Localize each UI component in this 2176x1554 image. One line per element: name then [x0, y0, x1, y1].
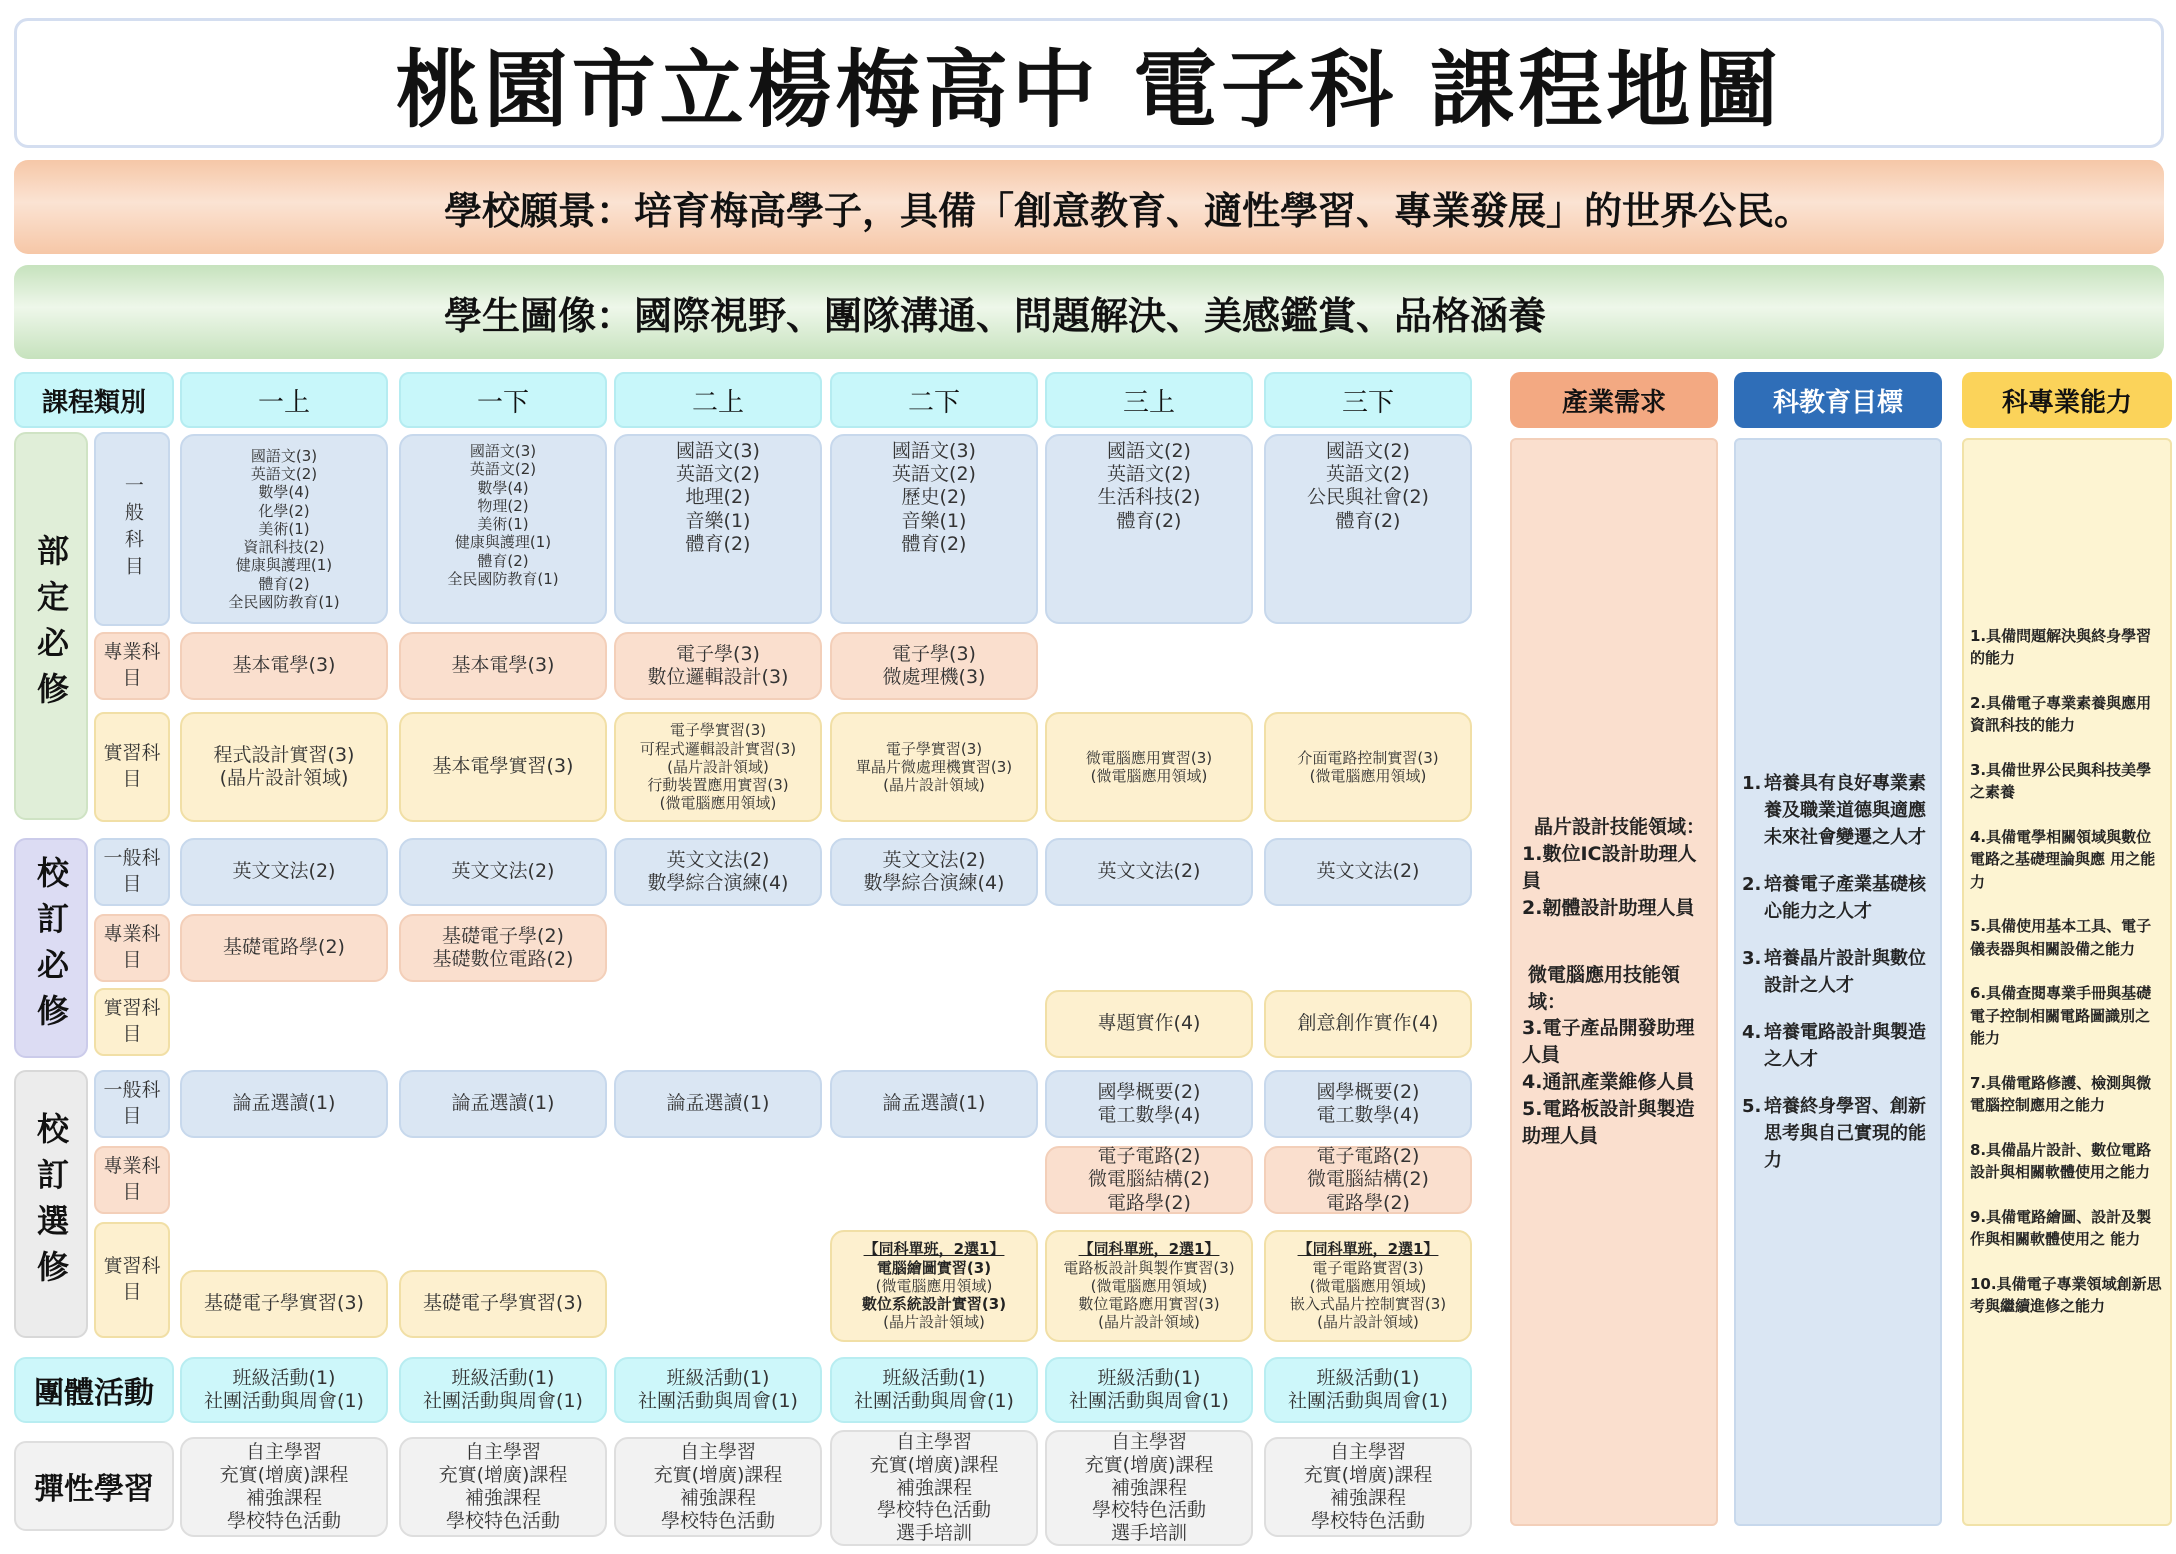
choice-header: 【同科單班，2選1】	[1297, 1240, 1439, 1259]
course-line: 自主學習	[895, 1431, 972, 1454]
page-title: 桃園市立楊梅高中 電子科 課程地圖	[14, 18, 2164, 148]
course-line: 社團活動與周會(1)	[1069, 1390, 1229, 1412]
course-line: 電腦繪圖實習(3)	[876, 1258, 992, 1277]
school-required-practical-cell	[1264, 990, 1472, 1058]
industry-item: 5.電路板設計與製造助理人員	[1522, 1098, 1695, 1148]
industry-item: 4.通訊產業維修人員	[1522, 1071, 1695, 1094]
education-goals-panel	[1734, 438, 1942, 1526]
course-line: 電路學(2)	[1326, 1191, 1410, 1214]
sub-required-general-label: 一般科目	[121, 475, 144, 583]
school-required-general-cell	[614, 838, 822, 906]
course-line: 單晶片微處理機實習(3)	[855, 757, 1013, 776]
required-practical-cell	[614, 712, 822, 822]
course-line: 電子電路(2)	[1097, 1145, 1201, 1168]
required-professional-cell	[399, 632, 607, 700]
course-line: 社團活動與周會(1)	[423, 1390, 583, 1412]
school-required-general-cell	[399, 838, 607, 906]
course-line: 論孟選讀(1)	[666, 1092, 770, 1115]
course-line: 英文文法(2)	[1316, 860, 1420, 883]
course-line: 行動裝置應用實習(3)	[647, 776, 789, 795]
school-required-general-cell	[830, 838, 1038, 906]
required-general-cell	[830, 434, 1038, 624]
header-semester-1a: 一上	[180, 372, 388, 428]
required-professional-cell	[614, 632, 822, 700]
course-line: 學校特色活動	[1091, 1499, 1206, 1522]
course-line: 電子學實習(3)	[669, 721, 767, 740]
goal-item	[1742, 871, 1930, 925]
goal-item	[1742, 945, 1930, 999]
course-line: 體育(2)	[258, 574, 310, 593]
course-line: 選手培訓	[895, 1522, 972, 1545]
course-line: 數學綜合演練(4)	[647, 872, 789, 894]
course-line: 美術(1)	[477, 515, 529, 534]
course-line: 專題實作(4)	[1097, 1012, 1201, 1035]
course-line: 電路板設計與製作實習(3)	[1063, 1258, 1235, 1277]
course-line: 微電腦應用實習(3)	[1085, 748, 1213, 767]
course-line: 英文文法(2)	[232, 860, 336, 883]
required-general-cell	[1264, 434, 1472, 624]
school-elective-professional-cell	[1045, 1146, 1253, 1214]
required-practical-cell	[830, 712, 1038, 822]
course-line: 地理(2)	[685, 486, 751, 509]
course-line: 數位系統設計實習(3)	[861, 1295, 1007, 1314]
course-line: 補強課程	[1329, 1487, 1406, 1509]
course-line: 健康與護理(1)	[235, 556, 333, 575]
school-elective-general-cell	[614, 1070, 822, 1138]
school-elective-general-cell	[1264, 1070, 1472, 1138]
course-line: 自主學習	[679, 1440, 756, 1463]
goal-text: 培養晶片設計與數位設計之人才	[1764, 948, 1926, 996]
school-elective-practical-cell	[399, 1270, 607, 1338]
required-professional-cell	[180, 632, 388, 700]
goal-text: 培養具有良好專業素養及職業道德與適應未來社會變遷之人才	[1764, 773, 1926, 848]
required-practical-cell	[1264, 712, 1472, 822]
course-line: 基本電學(3)	[451, 654, 555, 677]
course-line: 學校特色活動	[226, 1510, 341, 1533]
course-line: (晶片設計領域)	[667, 757, 769, 776]
goal-text: 培養電路設計與製造之人才	[1764, 1022, 1926, 1070]
group-activity-cell	[1045, 1357, 1253, 1423]
flexible-learning-cell	[614, 1437, 822, 1537]
course-line: (晶片設計領域)	[883, 1313, 985, 1332]
course-line: 英文文法(2)	[882, 848, 986, 871]
course-line: 基本電學實習(3)	[432, 755, 574, 778]
course-line: 補強課程	[895, 1476, 972, 1499]
sub-school-required-practical: 實習科目	[94, 988, 170, 1056]
header-professional-capabilities: 科專業能力	[1962, 372, 2172, 428]
school-elective-practical-cell	[180, 1270, 388, 1338]
school-vision-banner: 學校願景：培育梅高學子，具備「創意教育、適性學習、專業發展」的世界公民。	[14, 160, 2164, 254]
group-school-required	[14, 838, 88, 1058]
group-required-label: 部定必修	[32, 534, 70, 718]
course-line: 英文文法(2)	[666, 848, 770, 871]
course-line: 數學綜合演練(4)	[863, 872, 1005, 894]
required-practical-cell	[399, 712, 607, 822]
course-line: 基礎電子學實習(3)	[423, 1292, 583, 1315]
course-line: 歷史(2)	[901, 486, 967, 509]
industry-item: 3.電子產品開發助理人員	[1522, 1017, 1695, 1067]
school-elective-general-cell	[830, 1070, 1038, 1138]
course-line: 國語文(2)	[1107, 440, 1191, 462]
course-line: 英語文(2)	[676, 463, 760, 486]
group-required	[14, 432, 88, 820]
goal-number: 4.	[1742, 1022, 1762, 1043]
course-line: (微電腦應用領域)	[1090, 767, 1208, 785]
sub-school-required-professional: 專業科目	[94, 914, 170, 982]
required-general-cell	[1045, 434, 1253, 624]
course-line: 學校特色活動	[660, 1510, 775, 1533]
goal-number: 5.	[1742, 1096, 1762, 1117]
course-line: 社團活動與周會(1)	[638, 1390, 798, 1412]
required-practical-cell	[180, 712, 388, 822]
course-line: 英語文(2)	[1107, 463, 1191, 486]
course-line: 補強課程	[464, 1487, 541, 1509]
course-line: 充實(增廣)課程	[1303, 1463, 1433, 1486]
course-line: 補強課程	[679, 1487, 756, 1509]
capability-item: 1.具備問題解決與終身學習的能力	[1970, 626, 2152, 667]
flexible-learning-cell	[1045, 1430, 1253, 1546]
required-general-cell	[180, 434, 388, 624]
school-elective-practical-choice-cell	[1045, 1230, 1253, 1342]
course-line: 創意創作實作(4)	[1297, 1012, 1439, 1035]
course-line: 社團活動與周會(1)	[204, 1390, 364, 1412]
course-line: 公民與社會(2)	[1307, 486, 1429, 509]
capability-item: 7.具備電路修護、檢測與微電腦控制應用之能力	[1970, 1073, 2152, 1114]
course-line: (微電腦應用領域)	[1090, 1276, 1208, 1295]
required-general-cell	[399, 434, 607, 624]
course-line: 健康與護理(1)	[454, 533, 552, 552]
course-line: 英語文(2)	[1326, 463, 1410, 486]
industry-domain-micro: 微電腦應用技能領域：	[1528, 963, 1681, 1013]
course-line: 國語文(3)	[250, 446, 318, 465]
choice-header: 【同科單班，2選1】	[863, 1240, 1005, 1259]
course-line: (晶片設計領域)	[219, 767, 349, 789]
header-semester-3a: 三上	[1045, 372, 1253, 428]
course-line: 數位邏輯設計(3)	[647, 666, 789, 688]
course-line: 自主學習	[1110, 1431, 1187, 1454]
course-line: 學校特色活動	[1310, 1510, 1425, 1533]
group-activity-label: 團體活動	[14, 1357, 174, 1423]
course-line: 電子電路(2)	[1316, 1145, 1420, 1168]
course-line: 班級活動(1)	[882, 1366, 986, 1389]
capabilities-list	[1964, 625, 2170, 1340]
course-line: 基礎電路學(2)	[223, 936, 345, 959]
course-line: 介面電路控制實習(3)	[1297, 748, 1439, 767]
school-required-general-cell	[1045, 838, 1253, 906]
course-line: 電子電路實習(3)	[1312, 1258, 1424, 1277]
course-line: 班級活動(1)	[232, 1366, 336, 1389]
course-line: 班級活動(1)	[1316, 1366, 1420, 1389]
course-line: 充實(增廣)課程	[869, 1453, 999, 1476]
course-line: 充實(增廣)課程	[653, 1463, 783, 1486]
group-activity-cell	[830, 1357, 1038, 1423]
group-activity-cell	[614, 1357, 822, 1423]
course-line: 補強課程	[245, 1487, 322, 1509]
course-line: 美術(1)	[258, 519, 310, 538]
course-line: 國學概要(2)	[1316, 1080, 1420, 1103]
course-line: 國語文(3)	[469, 442, 537, 460]
course-line: 電子學(3)	[892, 642, 976, 665]
course-line: 微電腦結構(2)	[1307, 1168, 1429, 1191]
course-line: 體育(2)	[1116, 509, 1182, 532]
course-line: 論孟選讀(1)	[232, 1092, 336, 1115]
flexible-learning-cell	[830, 1430, 1038, 1546]
industry-item: 2.韌體設計助理人員	[1522, 896, 1695, 919]
header-industry-needs: 產業需求	[1510, 372, 1718, 428]
course-line: 自主學習	[464, 1440, 541, 1463]
course-line: 化學(2)	[258, 501, 310, 520]
sub-required-general	[94, 432, 170, 626]
course-line: 電子學(3)	[676, 642, 760, 665]
course-line: 論孟選讀(1)	[882, 1092, 986, 1115]
choice-header: 【同科單班，2選1】	[1078, 1240, 1220, 1259]
course-line: 基本電學(3)	[232, 654, 336, 677]
flexible-learning-cell	[1264, 1437, 1472, 1537]
course-line: (微電腦應用領域)	[875, 1276, 993, 1295]
goal-item	[1742, 1093, 1930, 1174]
course-line: 體育(2)	[901, 532, 967, 555]
course-line: 程式設計實習(3)	[213, 743, 355, 766]
goal-number: 2.	[1742, 874, 1762, 895]
course-line: 基礎電子學(2)	[442, 924, 564, 947]
professional-capabilities-panel	[1962, 438, 2172, 1526]
header-semester-1b: 一下	[399, 372, 607, 428]
course-line: 班級活動(1)	[1097, 1366, 1201, 1389]
course-line: 嵌入式晶片控制實習(3)	[1289, 1295, 1447, 1314]
school-required-general-cell	[180, 838, 388, 906]
school-required-professional-cell	[180, 914, 388, 982]
required-professional-cell	[830, 632, 1038, 700]
course-line: 學校特色活動	[445, 1510, 560, 1533]
course-line: 全民國防教育(1)	[228, 593, 340, 612]
course-line: 體育(2)	[685, 532, 751, 555]
required-practical-cell	[1045, 712, 1253, 822]
course-line: 基礎電子學實習(3)	[204, 1292, 364, 1315]
header-education-goals: 科教育目標	[1734, 372, 1942, 428]
course-line: 國語文(2)	[1326, 440, 1410, 462]
header-course-category: 課程類別	[14, 372, 174, 428]
student-portrait-banner: 學生圖像：國際視野、團隊溝通、問題解決、美感鑑賞、品格涵養	[14, 265, 2164, 359]
course-line: 數學(4)	[477, 478, 529, 497]
goal-item	[1742, 1019, 1930, 1073]
course-line: 資訊科技(2)	[243, 538, 325, 557]
course-line: 可程式邏輯設計實習(3)	[639, 739, 797, 758]
course-line: 論孟選讀(1)	[451, 1092, 555, 1115]
capability-item: 5.具備使用基本工具、電子儀表器與相關設備之能力	[1970, 917, 2152, 958]
course-line: 電工數學(4)	[1316, 1104, 1420, 1126]
school-elective-general-cell	[180, 1070, 388, 1138]
course-line: 英語文(2)	[892, 463, 976, 486]
flexible-learning-cell	[399, 1437, 607, 1537]
industry-domain-chip: 晶片設計技能領域：	[1534, 815, 1706, 838]
header-semester-2b: 二下	[830, 372, 1038, 428]
goal-text: 培養終身學習、創新思考與自己實現的能力	[1764, 1096, 1926, 1171]
school-elective-general-cell	[399, 1070, 607, 1138]
course-line: 數學(4)	[258, 483, 310, 502]
course-line: (微電腦應用領域)	[1309, 767, 1427, 785]
required-general-cell	[614, 434, 822, 624]
industry-item: 1.數位IC設計助理人員	[1522, 842, 1697, 892]
goal-number: 3.	[1742, 948, 1762, 969]
capability-item: 4.具備電學相關領域與數位電路之基礎理論與應 用之能力	[1970, 827, 2156, 891]
course-line: 英語文(2)	[469, 460, 537, 479]
header-semester-3b: 三下	[1264, 372, 1472, 428]
flexible-learning-cell	[180, 1437, 388, 1537]
group-school-required-label: 校訂必修	[32, 856, 70, 1040]
course-line: 充實(增廣)課程	[438, 1463, 568, 1486]
group-activity-cell	[399, 1357, 607, 1423]
sub-school-elective-general: 一般科目	[94, 1070, 170, 1138]
group-school-elective-label: 校訂選修	[32, 1112, 70, 1296]
course-line: 生活科技(2)	[1097, 486, 1201, 509]
course-line: 體育(2)	[1335, 509, 1401, 532]
course-line: 社團活動與周會(1)	[1288, 1390, 1448, 1412]
header-semester-2a: 二上	[614, 372, 822, 428]
course-line: (晶片設計領域)	[883, 776, 985, 795]
course-line: 國學概要(2)	[1097, 1080, 1201, 1103]
group-activity-cell	[180, 1357, 388, 1423]
course-line: 電路學(2)	[1107, 1191, 1191, 1214]
course-line: 音樂(1)	[685, 509, 751, 532]
industry-needs-list	[1512, 814, 1716, 1151]
course-line: 充實(增廣)課程	[219, 1463, 349, 1486]
school-elective-professional-cell	[1264, 1146, 1472, 1214]
goal-number: 1.	[1742, 773, 1762, 794]
course-line: 充實(增廣)課程	[1084, 1453, 1214, 1476]
course-line: 自主學習	[1329, 1440, 1406, 1463]
course-line: (微電腦應用領域)	[659, 794, 777, 813]
group-activity-cell	[1264, 1357, 1472, 1423]
school-required-practical-cell	[1045, 990, 1253, 1058]
course-line: 音樂(1)	[901, 509, 967, 532]
course-line: 補強課程	[1110, 1476, 1187, 1499]
industry-needs-panel	[1510, 438, 1718, 1526]
course-line: 微處理機(3)	[882, 666, 986, 688]
course-line: 全民國防教育(1)	[447, 570, 559, 589]
course-line: 學校特色活動	[876, 1499, 991, 1522]
course-line: 數位電路應用實習(3)	[1078, 1295, 1220, 1314]
capability-item: 3.具備世界公民與科技美學之素養	[1970, 760, 2152, 801]
course-line: 英文文法(2)	[1097, 860, 1201, 883]
sub-required-professional: 專業科目	[94, 632, 170, 700]
education-goals-list	[1736, 770, 1940, 1194]
sub-required-practical: 實習科目	[94, 712, 170, 822]
capability-item: 2.具備電子專業素養與應用資訊科技的能力	[1970, 693, 2152, 734]
capability-item: 9.具備電路繪圖、設計及製作與相關軟體使用之 能力	[1970, 1207, 2152, 1248]
course-line: 國語文(3)	[892, 440, 976, 462]
course-line: 社團活動與周會(1)	[854, 1390, 1014, 1412]
course-line: 班級活動(1)	[451, 1366, 555, 1389]
course-line: 體育(2)	[477, 551, 529, 570]
school-elective-practical-choice-cell	[830, 1230, 1038, 1342]
sub-school-elective-practical: 實習科目	[94, 1222, 170, 1338]
school-required-professional-cell	[399, 914, 607, 982]
course-line: 班級活動(1)	[666, 1366, 770, 1389]
course-line: 電子學實習(3)	[885, 739, 983, 758]
course-line: (晶片設計領域)	[1098, 1313, 1200, 1332]
capability-item: 6.具備查閱專業手冊與基礎電子控制相關電路圖識別之能力	[1970, 984, 2152, 1047]
sub-school-elective-professional: 專業科目	[94, 1146, 170, 1214]
course-line: 微電腦結構(2)	[1088, 1168, 1210, 1191]
capability-item: 10.具備電子專業領域創新思考與繼續進修之能力	[1970, 1274, 2162, 1315]
goal-text: 培養電子產業基礎核心能力之人才	[1764, 874, 1926, 922]
course-line: 英文文法(2)	[451, 860, 555, 883]
sub-school-required-general: 一般科目	[94, 838, 170, 906]
capability-item: 8.具備晶片設計、數位電路設計與相關軟體使用之能力	[1970, 1140, 2152, 1181]
flexible-learning-label: 彈性學習	[14, 1441, 174, 1531]
course-line: 英語文(2)	[250, 464, 318, 483]
course-line: 國語文(3)	[676, 440, 760, 462]
course-line: (晶片設計領域)	[1317, 1313, 1419, 1332]
school-elective-general-cell	[1045, 1070, 1253, 1138]
group-school-elective	[14, 1070, 88, 1338]
school-required-general-cell	[1264, 838, 1472, 906]
course-line: 物理(2)	[477, 496, 529, 515]
course-line: 基礎數位電路(2)	[432, 948, 574, 970]
course-line: 電工數學(4)	[1097, 1104, 1201, 1126]
course-line: (微電腦應用領域)	[1309, 1276, 1427, 1295]
course-line: 選手培訓	[1110, 1522, 1187, 1545]
school-elective-practical-choice-cell	[1264, 1230, 1472, 1342]
goal-item	[1742, 770, 1930, 851]
course-line: 自主學習	[245, 1440, 322, 1463]
